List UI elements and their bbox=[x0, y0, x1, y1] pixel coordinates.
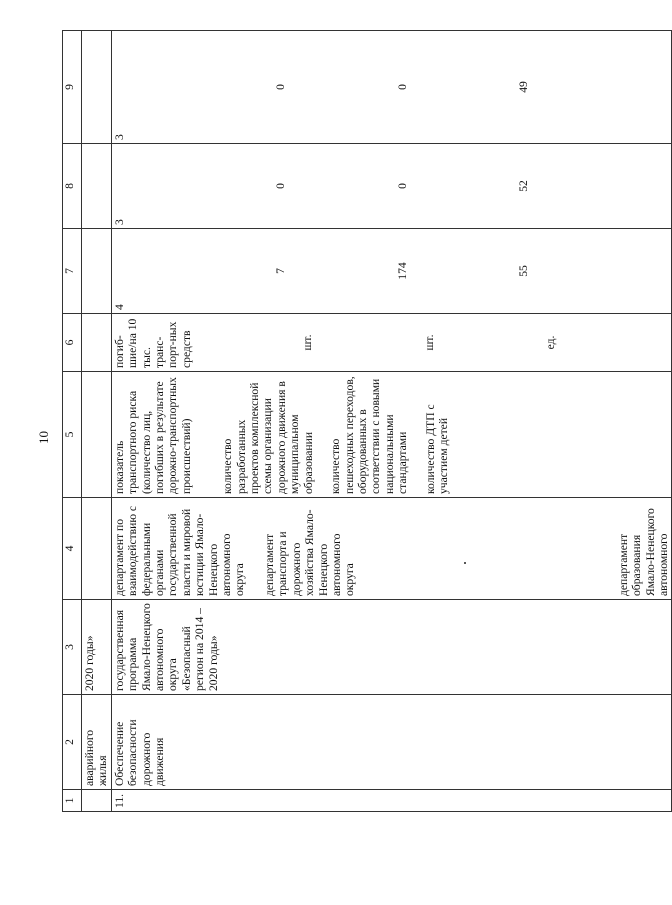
value-2014-cell bbox=[111, 31, 672, 144]
indicators-table bbox=[62, 30, 672, 812]
value: 0 bbox=[274, 84, 288, 90]
column-number-row bbox=[63, 31, 82, 812]
value: 0 bbox=[395, 183, 409, 189]
value: 4 bbox=[112, 304, 126, 310]
col-number: 2 bbox=[63, 695, 82, 790]
col-number: 6 bbox=[63, 314, 82, 372]
table-row bbox=[111, 31, 672, 812]
executor-text: департамент транспорта и дорожного хозяйства Ямало-Ненецкого автономного округа bbox=[262, 509, 357, 596]
unit-text: ед. bbox=[544, 335, 558, 350]
value-2012-cell bbox=[111, 229, 672, 314]
indicator-name: количество ДТП с участием детей bbox=[423, 404, 450, 494]
executor-cell bbox=[111, 498, 672, 600]
unit-text: шт. bbox=[422, 334, 436, 351]
task-cell: Обеспечение безопасности дорожного движения bbox=[111, 695, 672, 790]
executor-text: департамент по взаимодействию с федеральными органами государственной власти и мировой юстиции Ямало-Ненецкого автономного округа bbox=[112, 505, 247, 596]
unit-cell bbox=[111, 314, 672, 372]
value: 3 bbox=[112, 134, 126, 140]
col-number: 9 bbox=[63, 31, 82, 144]
program-cell: государственная программа Ямало-Ненецкого автономного округа «Безопасный регион на 2014 – 2020 годы» bbox=[111, 600, 672, 695]
value: 3 bbox=[112, 219, 126, 225]
value: 174 bbox=[395, 262, 409, 280]
carry-over-row bbox=[82, 31, 112, 812]
value: 49 bbox=[517, 81, 531, 93]
unit-text: шт. bbox=[301, 334, 315, 351]
value: 55 bbox=[517, 265, 531, 277]
value: 0 bbox=[395, 84, 409, 90]
col-number: 1 bbox=[63, 790, 82, 812]
value: 7 bbox=[274, 268, 288, 274]
indicator-name-cell bbox=[111, 372, 672, 498]
value: 0 bbox=[274, 183, 288, 189]
row-number: 11. bbox=[111, 790, 672, 812]
col-number: 4 bbox=[63, 498, 82, 600]
col-number: 7 bbox=[63, 229, 82, 314]
rotated-table-sheet bbox=[62, 31, 670, 812]
value-2013-cell bbox=[111, 144, 672, 229]
indicator-name: показатель транспортного риска (количество лиц, погибших в результате дорожно-транспортных происшествий) bbox=[112, 377, 193, 494]
indicator-name: количество пешеходных переходов, оборудованных в соответствии с новыми национальными стандартами bbox=[329, 376, 410, 494]
carry-over-text: аварийного жилья bbox=[82, 695, 112, 790]
indicator-name: количество разработанных проектов комплексной схемы организации дорожного движения в муниципальном образовании bbox=[221, 381, 315, 494]
page-number: 10 bbox=[36, 431, 51, 444]
col-number: 5 bbox=[63, 372, 82, 498]
col-number: 8 bbox=[63, 144, 82, 229]
col-number: 3 bbox=[63, 600, 82, 695]
carry-over-text: 2020 годы» bbox=[82, 600, 112, 695]
unit-text: погиб-шие/на 10 тыс. транс-порт-ных средств bbox=[112, 318, 193, 368]
value: 52 bbox=[517, 180, 531, 192]
executor-text: департамент образования Ямало-Ненецкого автономного bbox=[616, 508, 670, 596]
